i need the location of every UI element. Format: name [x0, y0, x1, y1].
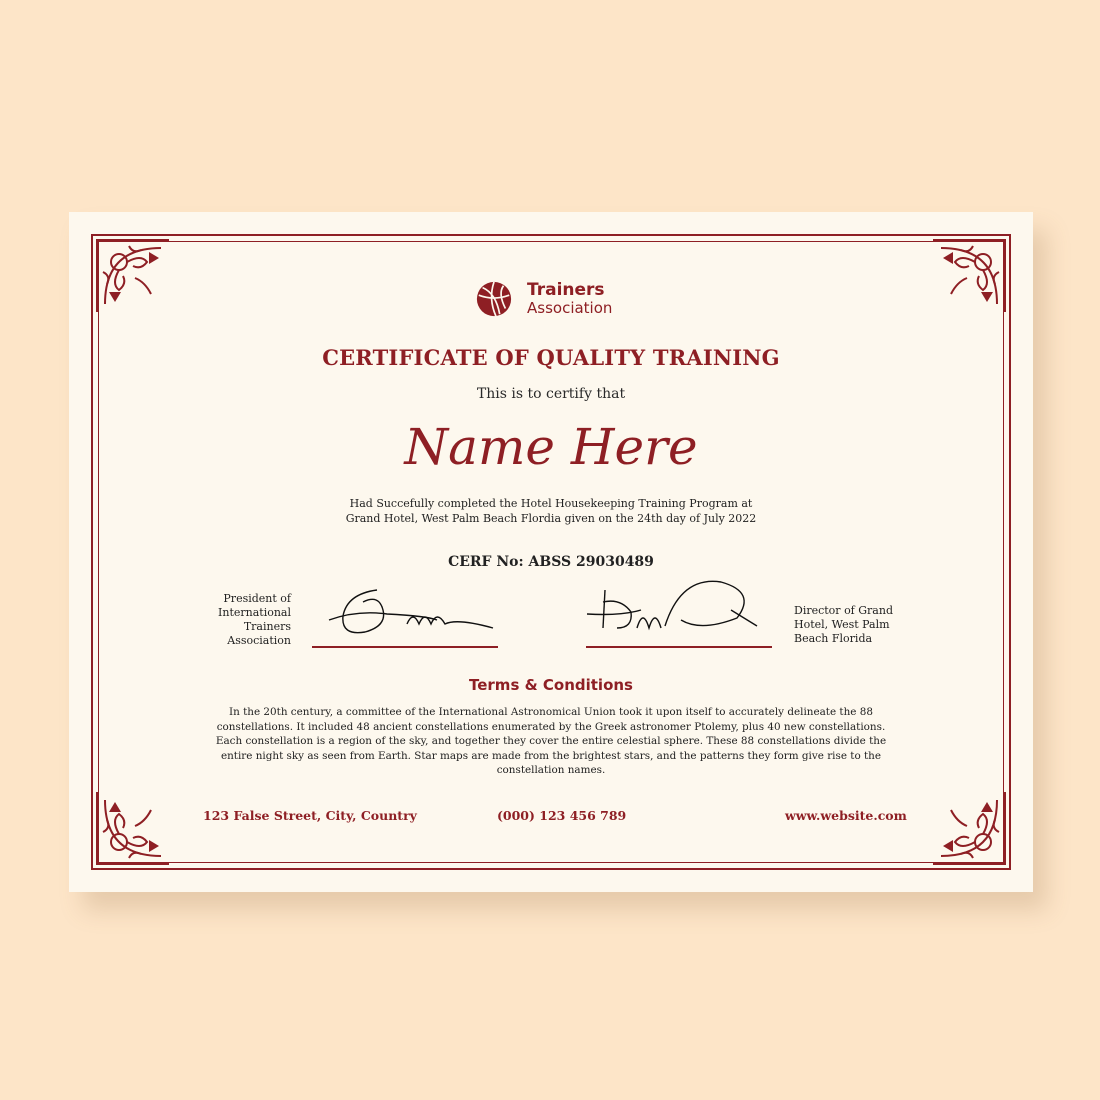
- signature-left: [317, 580, 497, 640]
- signature-line-left: [312, 646, 498, 648]
- signature-right: [581, 572, 761, 640]
- certify-text: This is to certify that: [476, 386, 626, 402]
- footer-address: 123 False Street, City, Country: [203, 808, 417, 823]
- terms-text: In the 20th century, a committee of the International Astronomical Union took it upon itself to accurately delineate the 88 constellations. It included 48 ancient constellations enumerated by the Greek astronomer Ptolemy, plus 40 new constellations. Each constellation is a region of the sky, and together they cover the entire celestial sphere. These 88 constellations divide the entire night sky as seen from Earth. Star maps are made from the brightest stars, and the patterns they form give rise to the constellation names.: [215, 706, 887, 777]
- basketball-icon: [475, 280, 513, 318]
- signature-line-right: [586, 646, 772, 648]
- ornament-corner-icon: [89, 786, 175, 872]
- ornament-corner-icon: [89, 232, 175, 318]
- footer-phone: (000) 123 456 789: [497, 808, 627, 823]
- certificate-title: CERTIFICATE OF QUALITY TRAINING: [322, 345, 780, 370]
- logo-text: [527, 281, 612, 317]
- logo-subtitle: Association: [527, 299, 613, 317]
- completion-description: Had Succefully completed the Hotel Housekeeping Training Program at Grand Hotel, West Palm Beach Flordia given on the 24th day of July 2022: [345, 497, 757, 525]
- certificate: [69, 212, 1033, 892]
- organization-logo: [475, 280, 612, 318]
- recipient-name: Name Here: [404, 418, 698, 476]
- ornament-corner-icon: [927, 232, 1013, 318]
- footer-website: www.website.com: [785, 808, 907, 823]
- signatory-left-title: President of International Trainers Association: [218, 592, 291, 647]
- signatory-right-title: Director of Grand Hotel, West Palm Beach Florida: [794, 604, 893, 645]
- ornament-corner-icon: [927, 786, 1013, 872]
- logo-name: Trainers: [527, 280, 605, 300]
- certificate-number: CERF No: ABSS 29030489: [448, 554, 654, 570]
- terms-heading: Terms & Conditions: [469, 676, 633, 694]
